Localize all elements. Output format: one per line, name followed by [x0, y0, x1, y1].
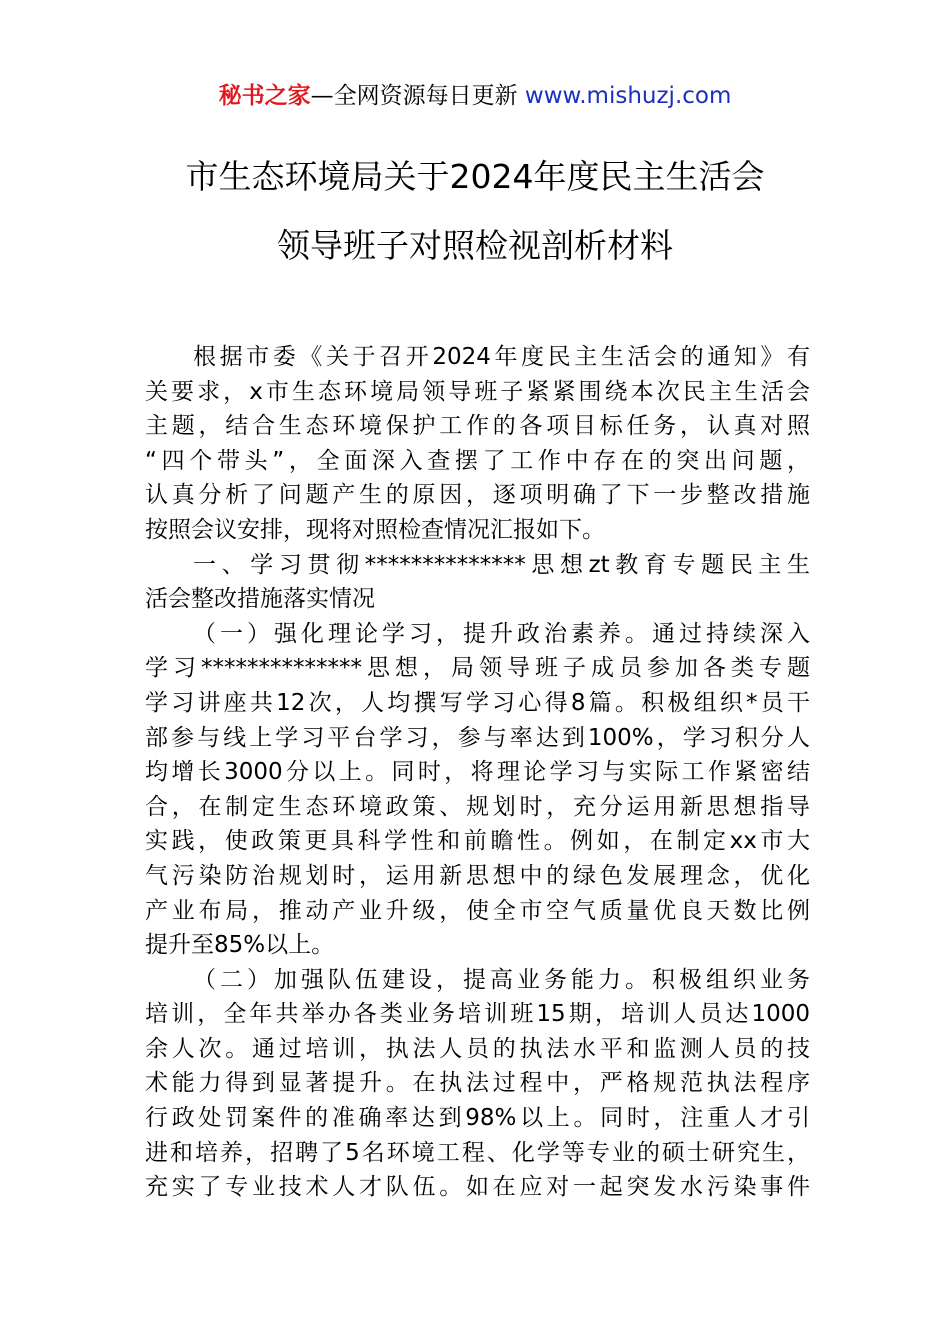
body-line: “四个带头”，全面深入查摆了工作中存在的突出问题，	[145, 447, 810, 474]
body-line: 气污染防治规划时，运用新思想中的绿色发展理念，优化	[145, 862, 810, 889]
body-line: 认真分析了问题产生的原因，逐项明确了下一步整改措施	[145, 482, 810, 509]
body-line: 主题，结合生态环境保护工作的各项目标任务，认真对照	[145, 413, 810, 440]
body-line: 学习讲座共12次，人均撰写学习心得8篇。积极组织*员干	[145, 689, 810, 716]
body-line: （二）加强队伍建设，提高业务能力。积极组织业务	[193, 966, 810, 993]
site-brand: 秘书之家	[218, 83, 311, 109]
section-heading-line: 一、学习贯彻**************思想zt教育专题民主生	[193, 551, 810, 578]
body-line: （一）强化理论学习，提升政治素养。通过持续深入	[193, 620, 810, 647]
document-title-line-2: 领导班子对照检视剖析材料	[277, 226, 673, 265]
body-line: 部参与线上学习平台学习，参与率达到100%，学习积分人	[145, 724, 810, 751]
body-line: 产业布局，推动产业升级，使全市空气质量优良天数比例	[145, 897, 810, 924]
body-line: 实践，使政策更具科学性和前瞻性。例如，在制定xx市大	[145, 828, 810, 855]
document-title-line-1: 市生态环境局关于2024年度民主生活会	[185, 157, 765, 196]
site-header	[0, 80, 950, 112]
body-line: 进和培养，招聘了5名环境工程、化学等专业的硕士研究生，	[145, 1139, 810, 1166]
body-line: 根据市委《关于召开2024年度民主生活会的通知》有	[193, 344, 810, 370]
body-line: 提升至85%以上。	[145, 932, 335, 959]
site-url-link[interactable]: www.mishuzj.com	[524, 83, 732, 109]
body-line: 术能力得到显著提升。在执法过程中，严格规范执法程序	[145, 1070, 810, 1097]
site-tagline: —全网资源每日更新	[310, 83, 518, 109]
body-line: 行政处罚案件的准确率达到98%以上。同时，注重人才引	[145, 1105, 810, 1132]
body-line: 充实了专业技术人才队伍。如在应对一起突发水污染事件	[145, 1174, 810, 1201]
body-line: 均增长3000分以上。同时，将理论学习与实际工作紧密结	[145, 759, 810, 786]
body-line: 关要求，x市生态环境局领导班子紧紧围绕本次民主生活会	[145, 378, 810, 405]
body-line: 合，在制定生态环境政策、规划时，充分运用新思想指导	[145, 793, 810, 820]
body-line: 按照会议安排，现将对照检查情况汇报如下。	[145, 516, 605, 543]
body-line: 学习**************思想，局领导班子成员参加各类专题	[145, 655, 810, 682]
section-heading-line: 活会整改措施落实情况	[145, 586, 375, 613]
document-body	[145, 340, 810, 1205]
body-line: 余人次。通过培训，执法人员的执法水平和监测人员的技	[145, 1035, 810, 1062]
body-line: 培训，全年共举办各类业务培训班15期，培训人员达1000	[145, 1001, 810, 1028]
